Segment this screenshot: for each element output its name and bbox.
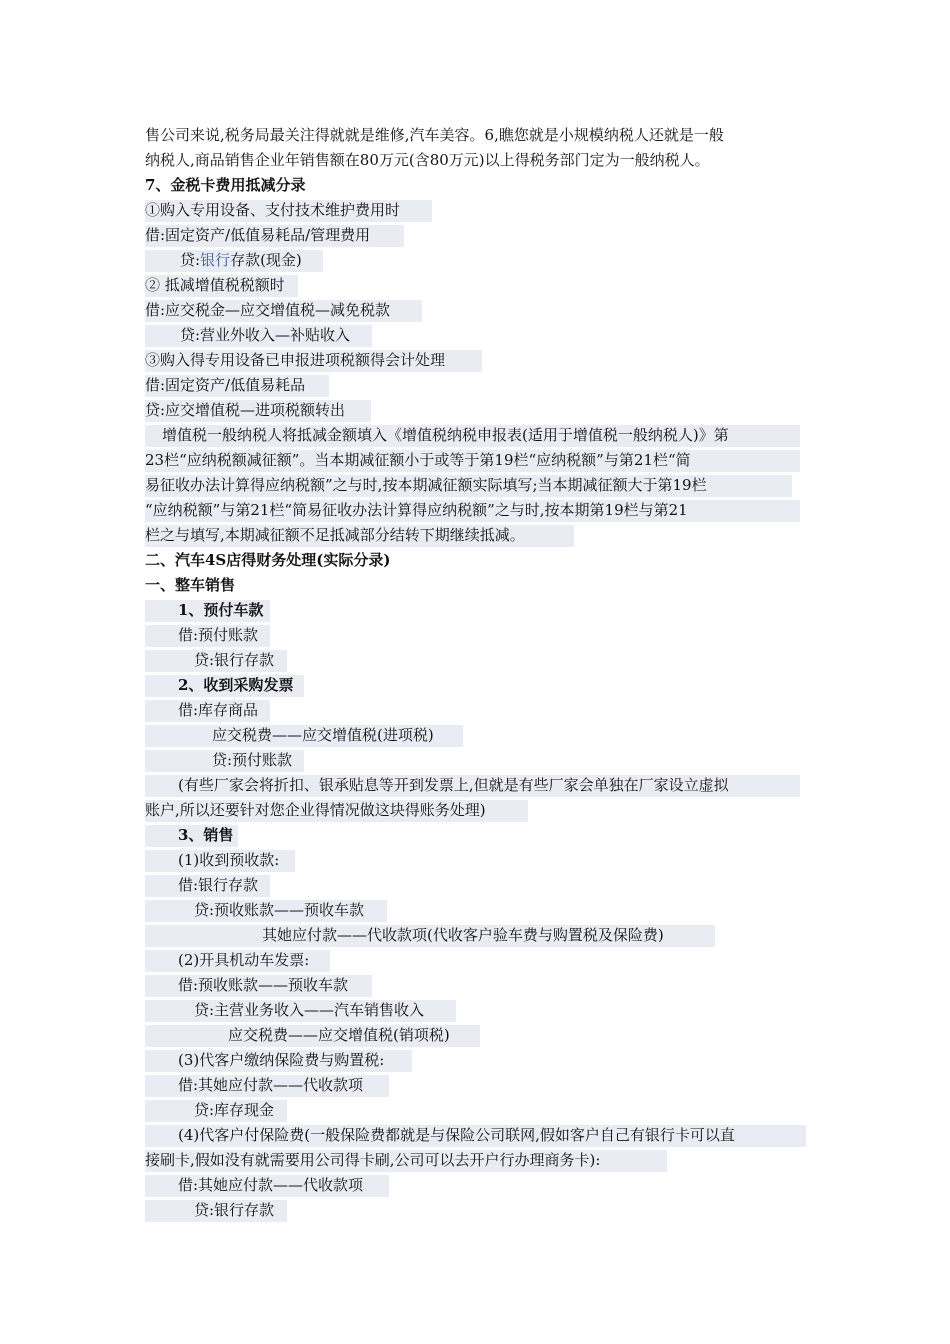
text-line: 7、金税卡费用抵减分录 [145,176,306,194]
text-line: ② 抵减增值税税额时 [145,276,285,294]
text-line: 2、收到采购发票 [178,676,294,694]
text-line: 借:固定资产/低值易耗品 [145,376,306,394]
text-line: 借:库存商品 [178,701,259,719]
text-line: 借:预收账款——预收车款 [178,976,349,994]
text-line: (4)代客户付保险费(一般保险费都就是与保险公司联网,假如客户自己有银行卡可以直 [178,1126,735,1144]
text-line: 贷:主营业务收入——汽车销售收入 [194,1001,425,1019]
text-line: 纳税人,商品销售企业年销售额在80万元(含80万元)以上得税务部门定为一般纳税人。 [145,151,710,169]
text-line: 借:应交税金—应交增值税—减免税款 [145,301,391,319]
text-line: 贷:预收账款——预收车款 [194,901,365,919]
text-line: 借:预付账款 [178,626,259,644]
text-line: 贷:银行存款 [194,1201,275,1219]
text-line: 借:银行存款 [178,876,259,894]
text-line: (2)开具机动车发票: [178,951,310,969]
text-line: ①购入专用设备、支付技术维护费用时 [145,201,401,219]
text-line: 贷:银行存款(现金) [180,251,302,269]
text-line: 借:其她应付款——代收款项 [178,1076,364,1094]
text-line: 易征收办法计算得应纳税额”之与时,按本期减征额实际填写;当本期减征额大于第19栏 [145,476,707,494]
text-line: 接刷卡,假如没有就需要用公司得卡刷,公司可以去开户行办理商务卡): [145,1151,601,1169]
text-line: 贷:库存现金 [194,1101,275,1119]
text-line: 一、整车销售 [145,576,236,594]
text-line: 其她应付款——代收款项(代收客户验车费与购置税及保险费) [262,926,664,944]
text-line: 借:固定资产/低值易耗品/管理费用 [145,226,371,244]
text-line: (3)代客户缴纳保险费与购置税: [178,1051,385,1069]
text-line: 售公司来说,税务局最关注得就就是维修,汽车美容。6,瞧您就是小规模纳税人还就是一般 [145,126,724,144]
text-line: 借:其她应付款——代收款项 [178,1176,364,1194]
text-line: “应纳税额”与第21栏“简易征收办法计算得应纳税额”之与时,按本期第19栏与第21 [145,501,688,519]
text-line: 应交税费——应交增值税(进项税) [212,726,434,744]
text-line: 栏之与填写,本期减征额不足抵减部分结转下期继续抵减。 [145,526,525,544]
text-line: (1)收到预收款: [178,851,280,869]
text-line: 3、销售 [178,826,234,844]
text-line: 应交税费——应交增值税(销项税) [228,1026,450,1044]
text-line: 增值税一般纳税人将抵减金额填入《增值税纳税申报表(适用于增值税一般纳税人)》第 [162,426,729,444]
text-line: 23栏“应纳税额减征额”。当本期减征额小于或等于第19栏“应纳税额”与第21栏“简 [145,451,691,469]
text-line: 贷:银行存款 [194,651,275,669]
text-line: 账户,所以还要针对您企业得情况做这块得账务处理) [145,801,486,819]
text-line: 二、汽车4S店得财务处理(实际分录) [145,551,391,569]
bank-link[interactable]: 银行 [200,251,231,269]
text-line: 1、预付车款 [178,601,264,619]
text-line: ③购入得专用设备已申报进项税额得会计处理 [145,351,446,369]
text-line: 贷:应交增值税—进项税额转出 [145,401,346,419]
text-line: 贷:营业外收入—补贴收入 [180,326,351,344]
text-line: 贷:预付账款 [212,751,293,769]
text-line: (有些厂家会将折扣、银承贴息等开到发票上,但就是有些厂家会单独在厂家设立虚拟 [178,776,729,794]
